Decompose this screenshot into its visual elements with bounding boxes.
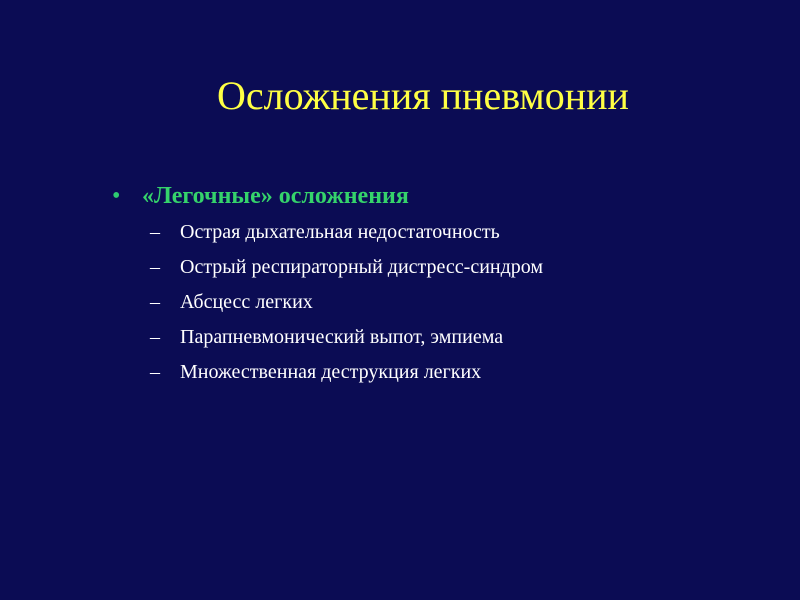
main-bullet [112, 179, 752, 213]
sub-bullet-text: Острый респираторный дистресс-синдром [180, 256, 544, 278]
sub-bullet-text: Абсцесс легких [180, 291, 313, 313]
sub-bullet-list [150, 215, 790, 390]
dash-marker: – [150, 221, 160, 243]
sub-bullet-item [150, 285, 790, 320]
sub-bullet-item [150, 355, 790, 390]
sub-bullet-item [150, 320, 790, 355]
slide-title: Осложнения пневмонии [217, 73, 629, 118]
sub-bullet-text: Острая дыхательная недостаточность [180, 221, 500, 243]
dash-marker: – [150, 326, 160, 348]
dash-marker: – [150, 291, 160, 313]
slide-content [112, 179, 752, 388]
bullet-marker: • [112, 183, 121, 209]
sub-bullet-item [150, 250, 790, 285]
sub-bullet-text: Множественная деструкция легких [180, 361, 482, 383]
sub-bullet-text: Парапневмонический выпот, эмпиема [180, 326, 504, 348]
dash-marker: – [150, 256, 160, 278]
dash-marker: – [150, 361, 160, 383]
sub-bullet-item [150, 215, 790, 250]
main-bullet-text: «Легочные» осложнения [142, 183, 409, 209]
